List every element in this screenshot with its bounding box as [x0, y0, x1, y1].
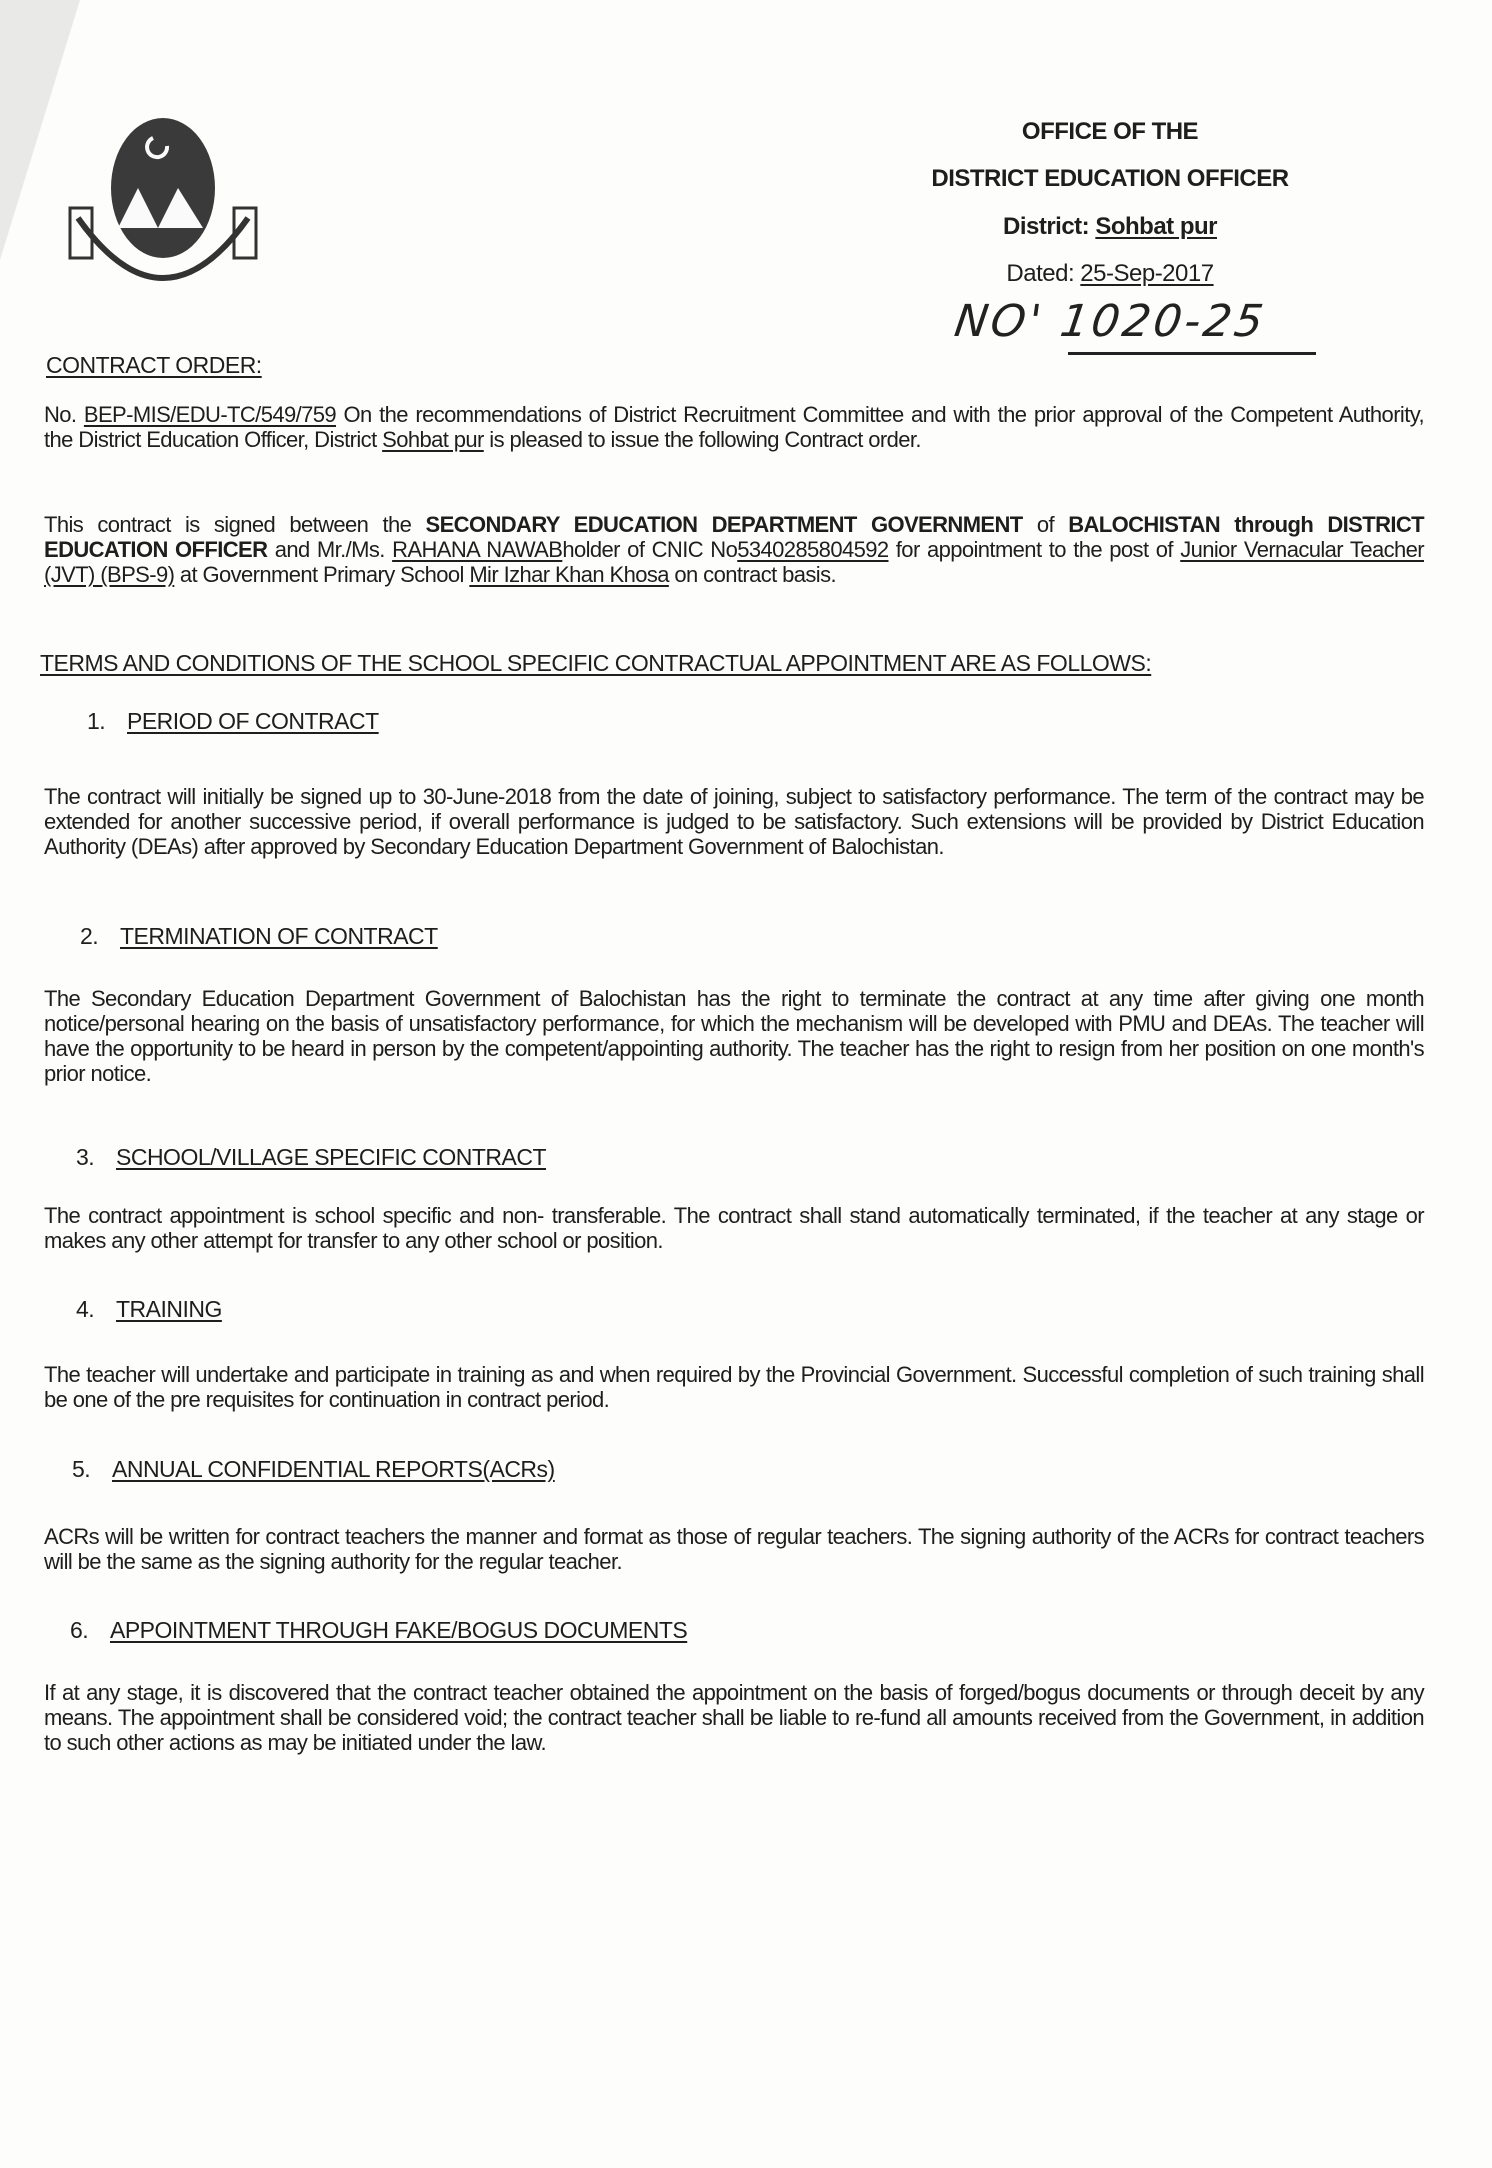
- terms-heading-text: TERMS AND CONDITIONS OF THE SCHOOL SPECIFIC CONTRACTUAL APPOINTMENT ARE AS FOLLOWS:: [40, 650, 1152, 676]
- contract-order-title: [46, 352, 262, 379]
- authority-name: BALOCHISTAN through DISTRICT EDUCATION OFFICER: [44, 512, 1424, 562]
- district-value: Sohbat pur: [1095, 213, 1217, 240]
- contract-text: for appointment to the post of: [888, 537, 1181, 562]
- intro-text-2: is pleased to issue the following Contract order.: [483, 427, 921, 452]
- contract-text: This contract is signed between the: [44, 512, 426, 537]
- section-body: The Secondary Education Department Government of Balochistan has the right to terminate the contract at any time after giving one month notice/personal hearing on the basis of unsatisfactory performance, for which the mechanism will be developed with PMU and DEAs. The teacher will have the opportunity to be heard in person by the competent/appointing authority. The teacher has the right to resign from her position on one month's prior notice.: [44, 986, 1424, 1086]
- no-label: No.: [44, 402, 77, 427]
- contract-text: and Mr./Ms.: [267, 537, 393, 562]
- handwritten-number: NO' 1020-25: [951, 296, 1270, 347]
- dated-label: Dated:: [1006, 260, 1075, 287]
- section-number: 2.: [80, 923, 99, 949]
- section-body: If at any stage, it is discovered that the contract teacher obtained the appointment on the basis of forged/bogus documents or through deceit by any means. The appointment shall be considered void; the contract teacher shall be liable to re-fund all amounts received from the Government, in addition to such other actions as may be initiated under the law.: [44, 1680, 1424, 1755]
- district-label: District:: [1002, 213, 1090, 240]
- section-body: The contract will initially be signed up to 30-June-2018 from the date of joining, subject to satisfactory performance. The term of the contract may be extended for another successive period, if overall performance is judged to be satisfactory. Such extensions will be provided by District Education Authority (DEAs) after approved by Secondary Education Department Government of Balochistan.: [44, 784, 1424, 859]
- section-heading: [76, 1144, 546, 1171]
- dated-line: [900, 260, 1320, 288]
- department-name: SECONDARY EDUCATION DEPARTMENT GOVERNMENT: [425, 512, 1023, 537]
- contract-paragraph: [44, 512, 1424, 587]
- section-body: The contract appointment is school specific and non- transferable. The contract shall stand automatically terminated, if the teacher at any stage or makes any other attempt for transfer to any other school or position.: [44, 1203, 1424, 1253]
- section-title: APPOINTMENT THROUGH FAKE/BOGUS DOCUMENTS: [110, 1617, 688, 1643]
- intro-district: Sohbat pur: [382, 427, 484, 452]
- section-heading: [72, 1456, 555, 1483]
- teacher-name: RAHANA NAWAB: [392, 537, 563, 562]
- handwritten-underline: [1068, 352, 1316, 355]
- section-heading: [76, 1296, 222, 1323]
- school-name: Mir Izhar Khan Khosa: [469, 562, 669, 587]
- post-title: Junior Vernacular Teacher (JVT) (BPS-9): [44, 537, 1424, 587]
- section-number: 3.: [76, 1144, 95, 1170]
- contract-order-title-text: CONTRACT ORDER:: [46, 352, 262, 378]
- section-number: 4.: [76, 1296, 95, 1322]
- terms-heading: [40, 650, 1151, 677]
- section-title: ANNUAL CONFIDENTIAL REPORTS(ACRs): [112, 1456, 555, 1482]
- section-body: The teacher will undertake and participate in training as and when required by the Provincial Government. Successful completion of such training shall be one of the pre requisites for continuation in contract period.: [44, 1362, 1424, 1412]
- section-title: TERMINATION OF CONTRACT: [120, 923, 438, 949]
- contract-text: of: [1022, 512, 1069, 537]
- office-line: OFFICE OF THE: [1021, 118, 1199, 145]
- section-heading: [87, 708, 379, 735]
- dated-value: 25-Sep-2017: [1080, 260, 1214, 287]
- section-body: ACRs will be written for contract teachers the manner and format as those of regular teachers. The signing authority of the ACRs for contract teachers will be the same as the signing authority for the regular teacher.: [44, 1524, 1424, 1574]
- section-number: 1.: [87, 708, 106, 734]
- section-title: TRAINING: [116, 1296, 222, 1322]
- contract-text: holder of CNIC No: [562, 537, 738, 562]
- section-number: 6.: [70, 1617, 89, 1643]
- intro-text-1: On the recommendations of District Recruitment Committee and with the prior approval of the Competent Authority, the District Education Officer, District: [44, 402, 1424, 452]
- section-number: 5.: [72, 1456, 91, 1482]
- balochistan-emblem-logo: [58, 108, 268, 308]
- section-title: PERIOD OF CONTRACT: [127, 708, 379, 734]
- contract-text: at Government Primary School: [174, 562, 470, 587]
- reference-number: BEP-MIS/EDU-TC/549/759: [83, 402, 337, 427]
- district-line: [900, 213, 1320, 241]
- section-title: SCHOOL/VILLAGE SPECIFIC CONTRACT: [116, 1144, 547, 1170]
- intro-paragraph: [44, 402, 1424, 452]
- cnic-number: 5340285804592: [737, 537, 889, 562]
- officer-line: DISTRICT EDUCATION OFFICER: [931, 165, 1289, 192]
- section-heading: [80, 923, 438, 950]
- section-heading: [70, 1617, 687, 1644]
- contract-text: on contract basis.: [668, 562, 837, 587]
